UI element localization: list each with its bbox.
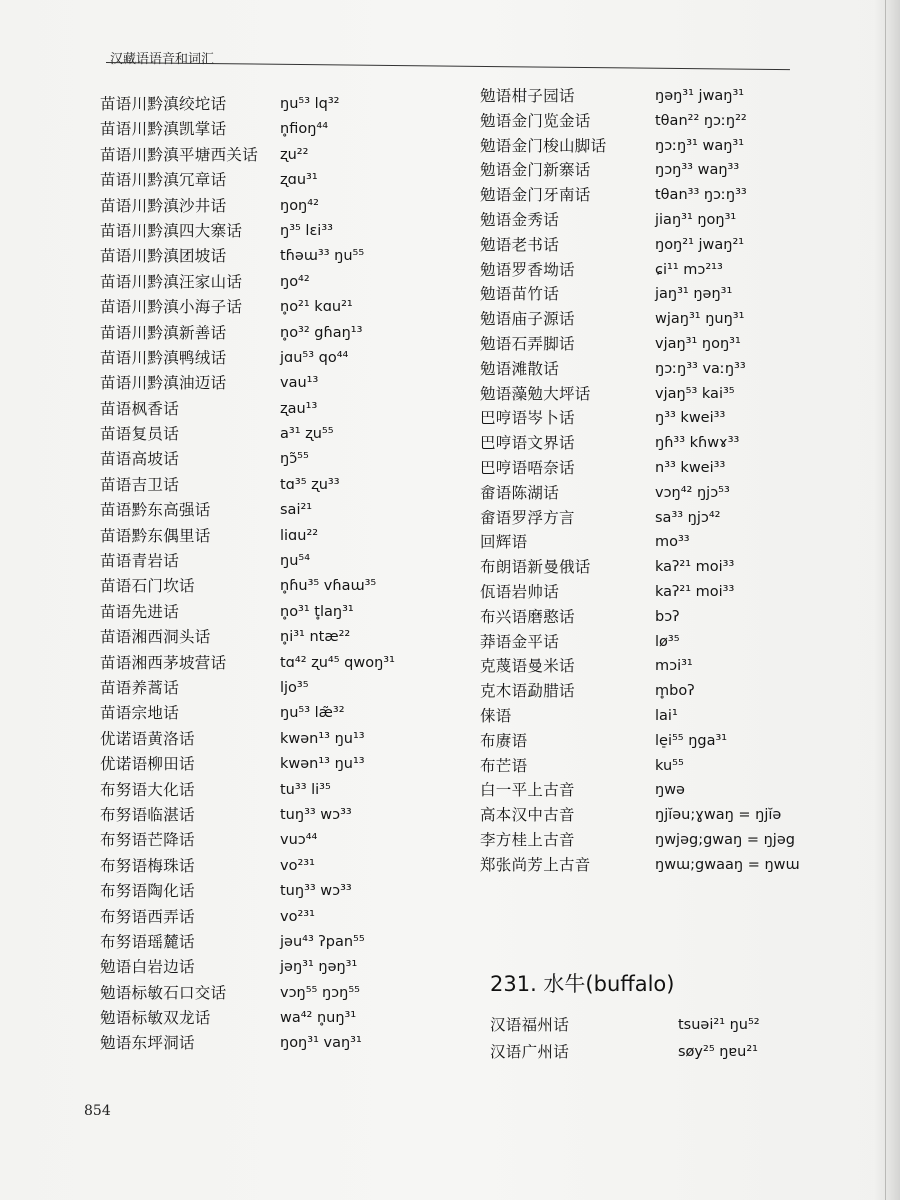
ipa-form: wjaŋ³¹ ŋuŋ³¹ — [655, 311, 745, 328]
ipa-form: n̥o²¹ kɑu²¹ — [280, 299, 353, 316]
lexicon-entry — [480, 481, 840, 506]
lexicon-entry — [100, 168, 400, 193]
lexicon-entry — [480, 307, 840, 332]
ipa-form: tuŋ³³ wɔ³³ — [280, 806, 352, 823]
lexicon-entry — [100, 803, 400, 828]
lexicon-entry — [480, 109, 840, 134]
dialect-name: 勉语金秀话 — [480, 210, 560, 229]
ipa-form: ŋu⁵⁴ — [280, 553, 311, 570]
lexicon-entry — [480, 853, 840, 878]
ipa-form: ɕi¹¹ mɔ²¹³ — [655, 261, 723, 278]
ipa-form: kaʔ²¹ moi³³ — [655, 559, 735, 576]
ipa-form: kaʔ²¹ moi³³ — [655, 583, 735, 600]
lexicon-entry — [100, 955, 400, 980]
dialect-name: 勉语石弄脚话 — [480, 334, 575, 353]
ipa-form: ʐau¹³ — [280, 400, 318, 417]
ipa-form: tu³³ li³⁵ — [280, 781, 331, 798]
section-heading: 231. 水牛(buffalo) — [490, 972, 675, 996]
dialect-name: 苗语黔东高强话 — [100, 501, 211, 520]
lexicon-entry — [100, 854, 400, 879]
ipa-form: ŋu⁵³ læ̃³² — [280, 705, 345, 722]
dialect-name: 苗语复员话 — [100, 425, 180, 444]
lexicon-entry — [480, 803, 840, 828]
dialect-name: 回辉语 — [480, 533, 528, 552]
dialect-name: 巴哼语唔奈话 — [480, 458, 575, 477]
dialect-name: 布努语芒降话 — [100, 831, 195, 850]
ipa-form: vɔŋ⁵⁵ ŋɔŋ⁵⁵ — [280, 984, 360, 1001]
lexicon-entry — [480, 258, 840, 283]
ipa-form: lai¹ — [655, 707, 678, 724]
ipa-form: vo²³¹ — [280, 908, 315, 925]
ipa-form: ŋɔːŋ³¹ waŋ³¹ — [655, 137, 745, 154]
lexicon-entry — [480, 282, 840, 307]
dialect-name: 苗语先进话 — [100, 602, 180, 621]
lexicon-entry — [480, 555, 840, 580]
ipa-form: ŋoŋ²¹ jwaŋ²¹ — [655, 236, 745, 253]
ipa-form: n̥o³¹ t̥laŋ³¹ — [280, 603, 354, 620]
ipa-form: liɑu²² — [280, 527, 319, 544]
ipa-form: wa⁴² n̥uŋ³¹ — [280, 1010, 357, 1027]
ipa-form: a³¹ ʐu⁵⁵ — [280, 426, 334, 443]
dialect-name: 勉语标敏石口交话 — [100, 983, 227, 1002]
ipa-form: tθan³³ ŋɔːŋ³³ — [655, 187, 747, 204]
dialect-name: 汉语福州话 — [490, 1016, 570, 1034]
dialect-name: 勉语金门览金话 — [480, 111, 591, 130]
ipa-form: jəu⁴³ ʔpan⁵⁵ — [280, 933, 365, 950]
dialect-name: 苗语高坡话 — [100, 450, 180, 469]
dialect-name: 郑张尚芳上古音 — [480, 855, 591, 874]
lexicon-entry — [100, 930, 400, 955]
lexicon-entry — [100, 905, 400, 930]
dialect-name: 苗语川黔滇平塘西关话 — [100, 145, 259, 164]
dialect-name: 畲语陈湖话 — [480, 483, 560, 502]
lexicon-entry — [100, 574, 400, 599]
ipa-form: ŋəŋ³¹ jwaŋ³¹ — [655, 88, 745, 104]
dialect-name: 苗语吉卫话 — [100, 475, 180, 494]
lexicon-entry — [100, 981, 400, 1006]
lexicon-entry — [100, 1031, 400, 1056]
ipa-form: sa³³ ŋjɔ⁴² — [655, 509, 721, 526]
section-entries — [490, 1012, 850, 1066]
ipa-form: ŋo⁴² — [280, 273, 310, 290]
dialect-name: 苗语川黔滇沙井话 — [100, 196, 227, 215]
running-head: 汉藏语语音和词汇 — [110, 52, 215, 67]
ipa-form: tɑ⁴² ʐu⁴⁵ qwoŋ³¹ — [280, 654, 395, 671]
dialect-name: 俫语 — [480, 706, 512, 725]
ipa-form: ŋoŋ⁴² — [280, 197, 319, 214]
ipa-form: jɑu⁵³ qo⁴⁴ — [280, 349, 349, 366]
lexicon-entry — [100, 371, 400, 396]
lexicon-entry — [100, 397, 400, 422]
dialect-name: 勉语柑子园话 — [480, 87, 575, 105]
dialect-name: 勉语东坪洞话 — [100, 1034, 195, 1053]
ipa-form: ŋɔ̃⁵⁵ — [280, 451, 309, 468]
lexicon-entry — [100, 701, 400, 726]
dialect-name: 优诺语黄洛话 — [100, 729, 195, 748]
dialect-name: 李方桂上古音 — [480, 830, 575, 849]
dialect-name: 勉语藻勉大坪话 — [480, 384, 591, 403]
dialect-name: 苗语宗地话 — [100, 704, 180, 723]
dialect-name: 苗语川黔滇团坡话 — [100, 247, 227, 266]
ipa-form: n̥ɦu³⁵ vɦaɯ³⁵ — [280, 578, 377, 595]
lexicon-entry — [100, 321, 400, 346]
dialect-name: 勉语罗香坳话 — [480, 260, 575, 279]
lexicon-entry — [100, 625, 400, 650]
dialect-name: 勉语滩散话 — [480, 359, 560, 378]
ipa-form: jəŋ³¹ ŋəŋ³¹ — [280, 959, 358, 976]
dialect-name: 布芒语 — [480, 756, 528, 775]
dialect-name: 布努语大化话 — [100, 780, 195, 799]
lexicon-entry — [480, 158, 840, 183]
ipa-form: vɔŋ⁴² ŋjɔ⁵³ — [655, 484, 730, 501]
lexicon-entry — [480, 754, 840, 779]
ipa-form: ŋoŋ³¹ vaŋ³¹ — [280, 1035, 362, 1052]
ipa-form: kwən¹³ ŋu¹³ — [280, 730, 365, 747]
lexicon-entry — [480, 630, 840, 655]
lexicon-entry — [100, 524, 400, 549]
dialect-name: 勉语庙子源话 — [480, 310, 575, 329]
lexicon-entry — [100, 244, 400, 269]
dialect-name: 巴哼语文界话 — [480, 434, 575, 453]
dialect-name: 苗语川黔滇新善话 — [100, 323, 227, 342]
ipa-form: n̥i³¹ ntæ²² — [280, 629, 351, 646]
dialect-name: 苗语川黔滇凯掌话 — [100, 120, 227, 139]
lexicon-entry — [480, 704, 840, 729]
lexicon-entry — [480, 654, 840, 679]
ipa-form: vjaŋ³¹ ŋoŋ³¹ — [655, 335, 741, 352]
lexicon-entry — [100, 651, 400, 676]
dialect-name: 畲语罗浮方言 — [480, 508, 575, 527]
dialect-name: 勉语金门牙南话 — [480, 186, 591, 205]
ipa-form: mo³³ — [655, 534, 690, 551]
ipa-form: tuŋ³³ wɔ³³ — [280, 883, 352, 900]
ipa-form: kwən¹³ ŋu¹³ — [280, 756, 365, 773]
dialect-name: 苗语川黔滇冗章话 — [100, 171, 227, 190]
lexicon-entry — [480, 456, 840, 481]
lexicon-entry — [100, 549, 400, 574]
ipa-form: m̥boʔ — [655, 683, 695, 700]
lexicon-entry — [100, 473, 400, 498]
lexicon-entry — [100, 600, 400, 625]
dialect-name: 布努语西弄话 — [100, 907, 195, 926]
dialect-name: 苗语川黔滇鸭绒话 — [100, 348, 227, 367]
ipa-form: sai²¹ — [280, 502, 313, 519]
dialect-name: 苗语青岩话 — [100, 552, 180, 571]
ipa-form: ŋwə — [655, 782, 685, 799]
lexicon-entry — [100, 270, 400, 295]
ipa-form: ŋ³³ kwei³³ — [655, 410, 726, 427]
ipa-form: tɦəɯ³³ ŋu⁵⁵ — [280, 248, 365, 265]
lexicon-entry — [480, 679, 840, 704]
lexicon-entry — [480, 580, 840, 605]
dialect-name: 布兴语磨憨话 — [480, 607, 575, 626]
lexicon-entry — [480, 506, 840, 531]
ipa-form: ŋɔːŋ³³ vaːŋ³³ — [655, 360, 746, 377]
lexicon-entry — [480, 134, 840, 159]
ipa-form: vau¹³ — [280, 375, 319, 392]
dialect-name: 苗语川黔滇绞坨话 — [100, 95, 227, 113]
ipa-form: ʐu²² — [280, 146, 309, 163]
ipa-form: mɔi³¹ — [655, 658, 693, 675]
dialect-name: 勉语标敏双龙话 — [100, 1009, 211, 1028]
lexicon-entry — [100, 752, 400, 777]
ipa-form: ŋɔŋ³³ waŋ³³ — [655, 162, 740, 179]
ipa-form: ʐɑu³¹ — [280, 172, 318, 189]
ipa-form: ŋ³⁵ lɛi³³ — [280, 222, 333, 239]
ipa-form: ku⁵⁵ — [655, 757, 684, 774]
dialect-name: 苗语湘西洞头话 — [100, 628, 211, 647]
lexicon-entry — [100, 346, 400, 371]
ipa-form: n̥o³² gɦaŋ¹³ — [280, 324, 363, 341]
dialect-name: 苗语养蒿话 — [100, 678, 180, 697]
dialect-name: 勉语老书话 — [480, 235, 560, 254]
lexicon-entry — [480, 778, 840, 803]
dialect-name: 汉语广州话 — [490, 1043, 570, 1061]
left-column — [100, 92, 400, 1057]
lexicon-entry — [100, 447, 400, 472]
ipa-form: n³³ kwei³³ — [655, 459, 726, 476]
dialect-name: 勉语白岩边话 — [100, 958, 195, 977]
ipa-form: tθan²² ŋɔːŋ²² — [655, 112, 747, 129]
dialect-name: 勉语金门梭山脚话 — [480, 136, 607, 155]
dialect-name: 布努语陶化话 — [100, 882, 195, 901]
lexicon-entry — [100, 295, 400, 320]
lexicon-entry — [480, 382, 840, 407]
page-edge-shadow — [874, 0, 900, 1200]
lexicon-entry — [480, 233, 840, 258]
dialect-name: 巴哼语岑卜话 — [480, 409, 575, 428]
lexicon-entry — [100, 219, 400, 244]
lexicon-entry — [480, 530, 840, 555]
ipa-form: jiaŋ³¹ ŋoŋ³¹ — [655, 211, 737, 228]
ipa-form: bɔʔ — [655, 608, 680, 625]
ipa-form: ljo³⁵ — [280, 679, 309, 696]
lexicon-entry — [100, 422, 400, 447]
dialect-name: 优诺语柳田话 — [100, 755, 195, 774]
right-column — [480, 84, 840, 878]
dialect-name: 苗语川黔滇油迈话 — [100, 374, 227, 393]
dialect-name: 布努语梅珠话 — [100, 856, 195, 875]
dialect-name: 布赓语 — [480, 731, 528, 750]
dialect-name: 莽语金平话 — [480, 632, 560, 651]
ipa-form: jaŋ³¹ ŋəŋ³¹ — [655, 286, 733, 303]
lexicon-entry — [490, 1012, 850, 1039]
dialect-name: 克蔑语曼米话 — [480, 657, 575, 676]
lexicon-entry — [480, 208, 840, 233]
ipa-form: søy²⁵ ŋɐu²¹ — [678, 1044, 758, 1060]
lexicon-entry — [480, 729, 840, 754]
ipa-form: n̥fioŋ⁴⁴ — [280, 121, 329, 138]
ipa-form: vo²³¹ — [280, 857, 315, 874]
lexicon-entry — [480, 828, 840, 853]
dialect-name: 勉语金门新寨话 — [480, 161, 591, 180]
ipa-form: vjaŋ⁵³ kai³⁵ — [655, 385, 735, 402]
lexicon-entry — [100, 828, 400, 853]
lexicon-entry — [480, 357, 840, 382]
lexicon-entry — [100, 1006, 400, 1031]
dialect-name: 布朗语新曼俄话 — [480, 558, 591, 577]
dialect-name: 苗语黔东偶里话 — [100, 526, 211, 545]
dialect-name: 苗语石门坎话 — [100, 577, 195, 596]
lexicon-entry — [480, 84, 840, 109]
dialect-name: 佤语岩帅话 — [480, 582, 560, 601]
dialect-name: 苗语川黔滇小海子话 — [100, 298, 243, 317]
lexicon-entry — [100, 143, 400, 168]
dialect-name: 苗语川黔滇四大寨话 — [100, 221, 243, 240]
lexicon-entry — [100, 778, 400, 803]
dialect-name: 高本汉中古音 — [480, 806, 575, 825]
ipa-form: lø³⁵ — [655, 633, 680, 650]
page-number: 854 — [84, 1103, 111, 1119]
lexicon-entry — [100, 117, 400, 142]
lexicon-entry — [480, 406, 840, 431]
lexicon-entry — [490, 1039, 850, 1066]
ipa-form: vuɔ⁴⁴ — [280, 832, 318, 849]
dialect-name: 克木语勐腊话 — [480, 682, 575, 701]
dialect-name: 白一平上古音 — [480, 781, 575, 800]
ipa-form: ŋɦ³³ kɦwɤ³³ — [655, 435, 740, 452]
page-edge-line — [885, 0, 886, 1200]
ipa-form: tsuəi²¹ ŋu⁵² — [678, 1017, 760, 1033]
ipa-form: ŋu⁵³ lq³² — [280, 96, 340, 112]
lexicon-entry — [100, 92, 400, 117]
ipa-form: ŋwjəg;gwaŋ = ŋjəg — [655, 831, 795, 848]
dialect-name: 苗语枫香话 — [100, 399, 180, 418]
lexicon-entry — [480, 431, 840, 456]
dialect-name: 勉语苗竹话 — [480, 285, 560, 304]
lexicon-entry — [100, 498, 400, 523]
lexicon-entry — [100, 676, 400, 701]
lexicon-entry — [100, 879, 400, 904]
ipa-form: ŋwɯ;gwaaŋ = ŋwɯ — [655, 856, 800, 873]
dialect-name: 布努语瑶麓话 — [100, 932, 195, 951]
dialect-name: 苗语川黔滇汪家山话 — [100, 272, 243, 291]
lexicon-entry — [100, 727, 400, 752]
lexicon-entry — [480, 332, 840, 357]
dialect-name: 布努语临湛话 — [100, 805, 195, 824]
dialect-name: 苗语湘西茅坡营话 — [100, 653, 227, 672]
ipa-form: le̠i⁵⁵ ŋga³¹ — [655, 732, 728, 749]
ipa-form: ŋjĭəu;ɣwaŋ = ŋjĭə — [655, 807, 782, 824]
lexicon-entry — [480, 605, 840, 630]
lexicon-entry — [480, 183, 840, 208]
ipa-form: tɑ³⁵ ʐu³³ — [280, 476, 340, 493]
lexicon-entry — [100, 194, 400, 219]
